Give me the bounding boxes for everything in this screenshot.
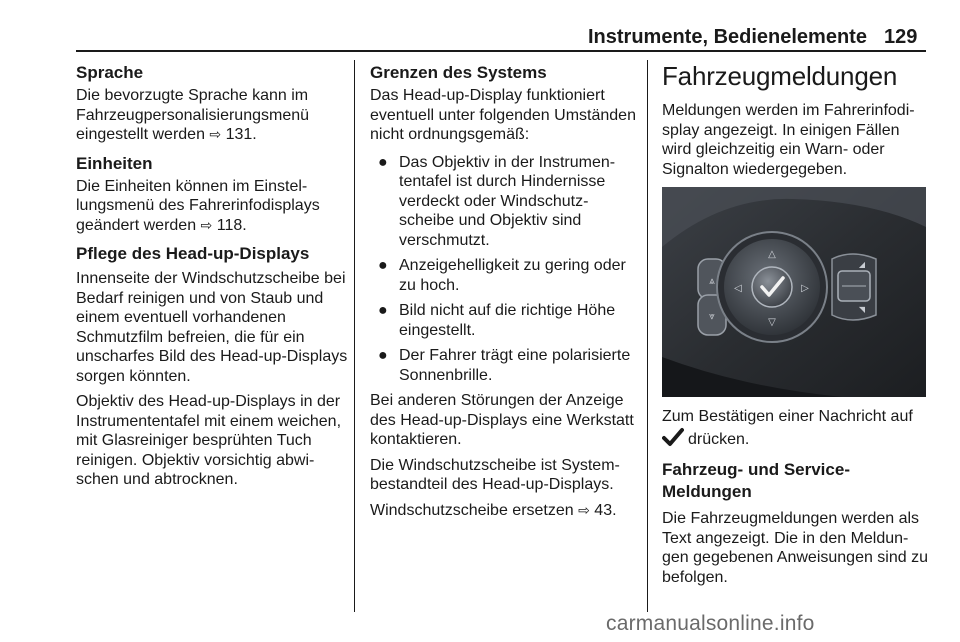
paragraph: Die Fahrzeugmeldungen werden als Text angezeigt. Die in den Meldungen gegebenen Anweisungen sind zu befolgen. xyxy=(662,510,928,586)
bullet-icon: ● xyxy=(378,257,388,274)
paragraph: Die Windschutzscheibe ist Systembestandteil des Head-up-Displays. xyxy=(370,456,620,493)
page-reference[interactable]: 131. xyxy=(225,126,257,143)
list-item: ● Anzeigehelligkeit zu gering oder zu hoch. xyxy=(378,257,626,294)
checkmark-icon xyxy=(662,427,684,447)
heading-fahrzeug-service-meldungen: Fahrzeug- und Service-Meldungen xyxy=(662,460,850,501)
intro-paragraph: Meldungen werden im Fahrerinfodisplay angezeigt. In einigen Fällen wird gleichzeitig ein Warn- oder Signalton wiedergegeben. xyxy=(662,102,915,178)
svg-text:◁: ◁ xyxy=(734,283,742,294)
list-item: ● Das Objektiv in der Instrumententafel ist durch Hindernisse verdeckt oder Windschutzscheibe und Objektiv sind verschmutzt. xyxy=(378,153,616,249)
section-pflege xyxy=(76,243,348,490)
text-sprache: Die bevorzugte Sprache kann im Fahrzeugpersonalisierungsmenü eingestellt werden ⇨ 131. xyxy=(76,87,310,143)
column-3 xyxy=(662,62,928,593)
page-number: 129 xyxy=(884,26,918,48)
heading-sprache: Sprache xyxy=(76,63,144,82)
bullet-icon: ● xyxy=(378,302,388,319)
watermark: carmanualsonline.info xyxy=(606,612,815,635)
section-einheiten xyxy=(76,153,348,236)
intro-paragraph: Das Head-up-Display funktioniert eventuell unter folgenden Umständen nicht ordnungsgemäß: xyxy=(370,87,636,143)
section-sprache xyxy=(76,62,348,145)
page-reference[interactable]: 43. xyxy=(594,501,617,519)
arrow-reference-icon: ⇨ xyxy=(200,216,213,233)
svg-text:△: △ xyxy=(768,249,776,260)
list-item: ● Bild nicht auf die richtige Höhe eingestellt. xyxy=(378,302,616,339)
page-reference[interactable]: 118. xyxy=(216,216,247,234)
bullet-icon: ● xyxy=(378,347,388,364)
paragraph: Windschutzscheibe ersetzen ⇨ 43. xyxy=(370,501,617,519)
svg-text:▽: ▽ xyxy=(768,317,776,328)
column-divider-left xyxy=(354,60,355,612)
svg-text:⩔: ⩔ xyxy=(709,311,715,322)
heading-einheiten: Einheiten xyxy=(76,153,153,173)
arrow-reference-icon: ⇨ xyxy=(209,126,222,142)
header-divider xyxy=(76,50,926,52)
svg-text:◢: ◢ xyxy=(858,260,866,269)
heading-fahrzeugmeldungen: Fahrzeugmeldungen xyxy=(662,61,898,91)
column-2 xyxy=(370,62,636,526)
steering-wheel-controls-icon xyxy=(662,187,926,397)
text-einheiten: Die Einheiten können im Einstellungsmenü des Fahrerinfodisplays geändert werden ⇨ 118. xyxy=(76,177,320,234)
list-item: ● Der Fahrer trägt eine polarisierte Sonnenbrille. xyxy=(378,347,631,384)
svg-text:◥: ◥ xyxy=(858,305,866,314)
heading-pflege: Pflege des Head-up-Displays xyxy=(76,244,310,263)
paragraph: Objektiv des Head-up-Displays in der Instrumententafel mit einem weichen, mit Glasreiniger besprühten Tuch reinigen. Objektiv vorsichtig abwischen und abtrocknen. xyxy=(76,393,342,488)
arrow-reference-icon: ⇨ xyxy=(578,501,590,518)
svg-text:⩓: ⩓ xyxy=(709,276,715,287)
column-divider-right xyxy=(647,60,648,612)
bullet-icon: ● xyxy=(378,153,388,171)
paragraph: Bei anderen Störungen der Anzeige des Head-up-Displays eine Werkstatt kontaktieren. xyxy=(370,392,634,448)
svg-text:▷: ▷ xyxy=(801,283,809,294)
paragraph: Innenseite der Windschutzscheibe bei Bedarf reinigen und von Staub und einem eventuell vorhandenen Schmutzfilm befreien, die für ein unscharfes Bild des Head-up-Displays sorgen könnten. xyxy=(76,270,348,385)
heading-grenzen: Grenzen des Systems xyxy=(370,63,547,82)
figure-caption: Zum Bestätigen einer Nachricht auf drücken. xyxy=(662,408,913,448)
column-1 xyxy=(76,62,348,498)
page-header-title: Instrumente, Bedienelemente xyxy=(588,26,867,48)
